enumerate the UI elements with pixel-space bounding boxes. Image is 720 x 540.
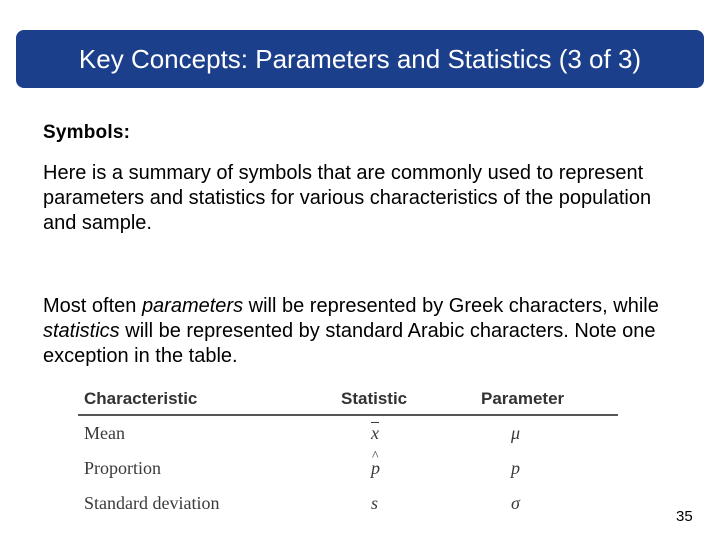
slide-title: Key Concepts: Parameters and Statistics (3 of 3) bbox=[78, 43, 642, 74]
characteristic-cell: Mean bbox=[84, 423, 125, 443]
table-row bbox=[78, 415, 618, 451]
paragraph-text: Most often bbox=[43, 295, 142, 317]
x-bar-symbol: $\overline{x}$ bbox=[371, 423, 379, 443]
title-bar bbox=[16, 30, 704, 88]
p-hat-symbol: ^ p bbox=[371, 458, 380, 479]
statistic-cell bbox=[341, 415, 481, 451]
parameter-cell: μ bbox=[511, 423, 521, 443]
characteristic-cell: Proportion bbox=[84, 458, 162, 478]
statistics-emphasis: statistics bbox=[43, 320, 120, 342]
paragraph-text: will be represented by Greek characters, while bbox=[243, 295, 659, 317]
page-number: 35 bbox=[676, 508, 693, 525]
table-row bbox=[78, 451, 618, 486]
parameters-emphasis: parameters bbox=[141, 295, 244, 317]
column-header-parameter: Parameter bbox=[481, 384, 618, 415]
column-header-characteristic: Characteristic bbox=[78, 384, 341, 415]
greek-arabic-paragraph bbox=[43, 294, 683, 369]
statistic-cell bbox=[341, 451, 481, 486]
parameter-cell: p bbox=[511, 458, 520, 478]
symbols-table bbox=[78, 384, 618, 521]
statistic-cell: s bbox=[371, 493, 379, 513]
characteristic-cell: Standard deviation bbox=[84, 493, 220, 513]
summary-paragraph: Here is a summary of symbols that are commonly used to represent parameters and statistics for various characteristics of the population and sample. bbox=[43, 162, 652, 234]
parameter-cell: σ bbox=[511, 493, 520, 513]
column-header-statistic: Statistic bbox=[341, 384, 481, 415]
table-header-row bbox=[78, 384, 618, 415]
symbols-heading: Symbols: bbox=[43, 122, 131, 143]
paragraph-text: will be represented by standard Arabic characters. Note one exception in the table. bbox=[43, 320, 656, 367]
table-row bbox=[78, 486, 618, 521]
